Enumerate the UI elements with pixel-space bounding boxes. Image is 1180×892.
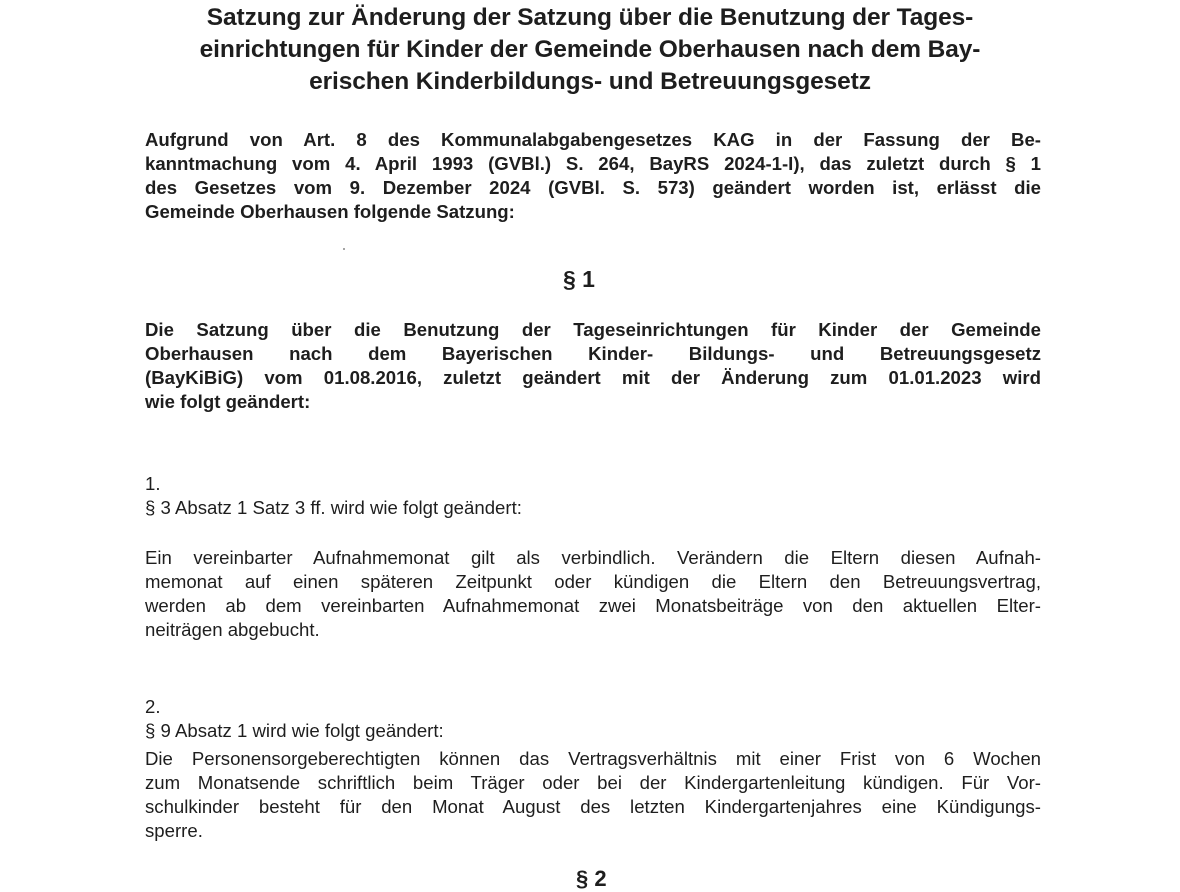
item-heading-text: § 3 Absatz 1 Satz 3 ff. wird wie folgt geändert: <box>145 497 522 518</box>
item-1-body <box>145 546 1041 642</box>
preamble-line: Aufgrund von Art. 8 des Kommunalabgabengesetzes KAG in der Fassung der Be- <box>145 129 1041 150</box>
body-line: werden ab dem vereinbarten Aufnahmemonat zwei Monatsbeiträge von den aktuellen Elter- <box>145 595 1041 616</box>
item-1-heading <box>145 496 1041 520</box>
preamble-line: des Gesetzes vom 9. Dezember 2024 (GVBl. S. 573) geändert worden ist, erlässt die <box>145 177 1041 198</box>
body-line: Die Personensorgeberechtigten können das Vertragsverhältnis mit einer Frist von 6 Wochen <box>145 748 1041 769</box>
document-title <box>140 2 1040 98</box>
intro-line: Oberhausen nach dem Bayerischen Kinder- Bildungs- und Betreuungsgesetz <box>145 343 1041 364</box>
section-1-intro <box>145 318 1041 414</box>
item-2-body <box>145 747 1041 843</box>
section-2-heading: § 2 <box>576 866 607 891</box>
intro-line: (BayKiBiG) vom 01.08.2016, zuletzt geändert mit der Änderung zum 01.01.2023 wird <box>145 367 1041 388</box>
preamble-paragraph <box>145 128 1041 224</box>
item-number-text: 2. <box>145 696 161 717</box>
preamble-line: Gemeinde Oberhausen folgende Satzung: <box>145 201 515 222</box>
section-1-heading: § 1 <box>563 266 595 292</box>
title-line: Satzung zur Änderung der Satzung über die Benutzung der Tages- <box>206 4 974 31</box>
title-line: erischen Kinderbildungs- und Betreuungsgesetz <box>309 68 871 95</box>
intro-line: wie folgt geändert: <box>145 391 311 412</box>
body-line: neiträgen abgebucht. <box>145 619 320 640</box>
body-line: zum Monatsende schriftlich beim Träger oder bei der Kindergartenleitung kündigen. Für Vor- <box>145 772 1041 793</box>
item-number-text: 1. <box>145 473 161 494</box>
title-line: einrichtungen für Kinder der Gemeinde Oberhausen nach dem Bay- <box>199 36 981 63</box>
body-line: sperre. <box>145 820 203 841</box>
scan-artifact-dot <box>343 248 345 250</box>
body-line: schulkinder besteht für den Monat August des letzten Kindergartenjahres eine Kündigungs- <box>145 796 1041 817</box>
body-line: Ein vereinbarter Aufnahmemonat gilt als verbindlich. Verändern die Eltern diesen Aufnah- <box>145 547 1041 568</box>
item-heading-text: § 9 Absatz 1 wird wie folgt geändert: <box>145 720 444 741</box>
body-line: memonat auf einen späteren Zeitpunkt oder kündigen die Eltern den Betreuungsvertrag, <box>145 571 1041 592</box>
item-2-heading <box>145 719 1041 743</box>
intro-line: Die Satzung über die Benutzung der Tageseinrichtungen für Kinder der Gemeinde <box>145 319 1041 340</box>
item-1-number <box>145 472 1041 496</box>
preamble-line: kanntmachung vom 4. April 1993 (GVBl.) S. 264, BayRS 2024-1-I), das zuletzt durch § 1 <box>145 153 1041 174</box>
item-2-number <box>145 695 1041 719</box>
